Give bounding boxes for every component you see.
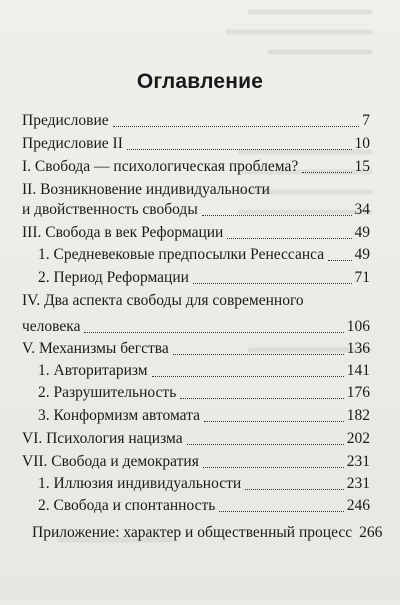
toc-entry-label: VI. Психология нацизма	[22, 430, 183, 447]
toc-page-number: 49	[354, 224, 370, 241]
toc-entry-label: 1. Иллюзия индивидуальности	[38, 475, 242, 492]
toc-page-number: 266	[359, 524, 383, 541]
toc-entry-section-3-2[interactable]	[22, 268, 370, 288]
toc-page-number: 141	[346, 362, 370, 379]
leader-dots	[173, 353, 344, 355]
toc-page-number: 34	[354, 201, 370, 218]
toc-entry-section-7-1[interactable]	[22, 474, 370, 494]
toc-entry-label: V. Механизмы бегства	[22, 340, 169, 357]
toc-page-number: 202	[346, 430, 370, 447]
toc-entry-label: 3. Конформизм автомата	[38, 407, 200, 424]
toc-entry-section-5-2[interactable]	[22, 383, 370, 403]
toc-entry-section-7-2[interactable]	[22, 496, 370, 516]
toc-entry-label: I. Свобода — психологическая проблема?	[22, 158, 299, 175]
leader-dots	[193, 282, 352, 284]
toc-entry-label: 1. Авторитаризм	[38, 362, 148, 379]
toc-page-number: 106	[346, 318, 370, 335]
toc-entry-chapter-3[interactable]	[22, 223, 370, 243]
leader-dots	[245, 488, 344, 490]
toc-entry-label: IV. Два аспекта свободы для современного	[22, 292, 304, 309]
leader-dots	[127, 148, 352, 150]
toc-entry-chapter-6[interactable]	[22, 429, 370, 449]
toc-entry-label: VII. Свобода и демократия	[22, 453, 199, 470]
page-title: Оглавление	[136, 70, 264, 93]
toc-entry-section-3-1[interactable]	[22, 245, 370, 265]
toc-entry-label-continued: человека	[22, 318, 81, 335]
toc-entry-chapter-1[interactable]	[22, 157, 370, 177]
toc-entry-label: III. Свобода в век Реформации	[22, 224, 224, 241]
toc-page-number: 49	[354, 246, 370, 263]
toc-entry-chapter-5[interactable]	[22, 339, 370, 359]
table-of-contents	[22, 111, 383, 543]
toc-entry-chapter-7[interactable]	[22, 452, 370, 472]
toc-page-number: 231	[346, 453, 370, 470]
toc-entry-appendix[interactable]	[22, 523, 383, 543]
leader-dots	[204, 420, 344, 422]
leader-dots	[202, 214, 352, 216]
toc-entry-label: 1. Средневековые предпосылки Ренессанса	[38, 246, 325, 263]
toc-entry-label: II. Возникновение индивидуальности	[22, 181, 270, 198]
toc-page-number: 246	[346, 497, 370, 514]
toc-page-number: 71	[354, 269, 370, 286]
leader-dots	[302, 171, 351, 173]
leader-dots	[328, 259, 351, 261]
toc-entry-label: 2. Период Реформации	[38, 269, 189, 286]
leader-dots	[180, 397, 343, 399]
toc-entry-chapter-2[interactable]	[22, 180, 370, 220]
leader-dots	[227, 237, 351, 239]
leader-dots	[203, 466, 344, 468]
toc-page-number: 10	[354, 135, 370, 152]
toc-entry-label-continued: и двойственность свободы	[22, 201, 198, 218]
leader-dots	[152, 375, 344, 377]
leader-dots	[187, 443, 344, 445]
toc-entry-label: 2. Разрушительность	[38, 384, 177, 401]
toc-page-number: 136	[346, 340, 370, 357]
leader-dots	[113, 125, 360, 127]
toc-page-number: 176	[346, 384, 370, 401]
toc-entry-label: Приложение: характер и общественный процесс	[32, 524, 353, 541]
toc-page-number: 231	[346, 475, 370, 492]
leader-dots	[219, 510, 343, 512]
toc-entry-preface-ii[interactable]	[22, 134, 370, 154]
toc-entry-preface[interactable]	[22, 111, 370, 131]
toc-entry-section-5-3[interactable]	[22, 406, 370, 426]
toc-page-number: 7	[362, 112, 370, 129]
toc-entry-label: Предисловие	[22, 112, 109, 129]
toc-entry-label: Предисловие II	[22, 135, 123, 152]
toc-page-number: 15	[354, 158, 370, 175]
toc-entry-label: 2. Свобода и спонтанность	[38, 497, 216, 514]
toc-page-number: 182	[346, 407, 370, 424]
toc-entry-chapter-4[interactable]	[22, 291, 370, 337]
toc-entry-section-5-1[interactable]	[22, 361, 370, 381]
leader-dots	[84, 331, 343, 333]
